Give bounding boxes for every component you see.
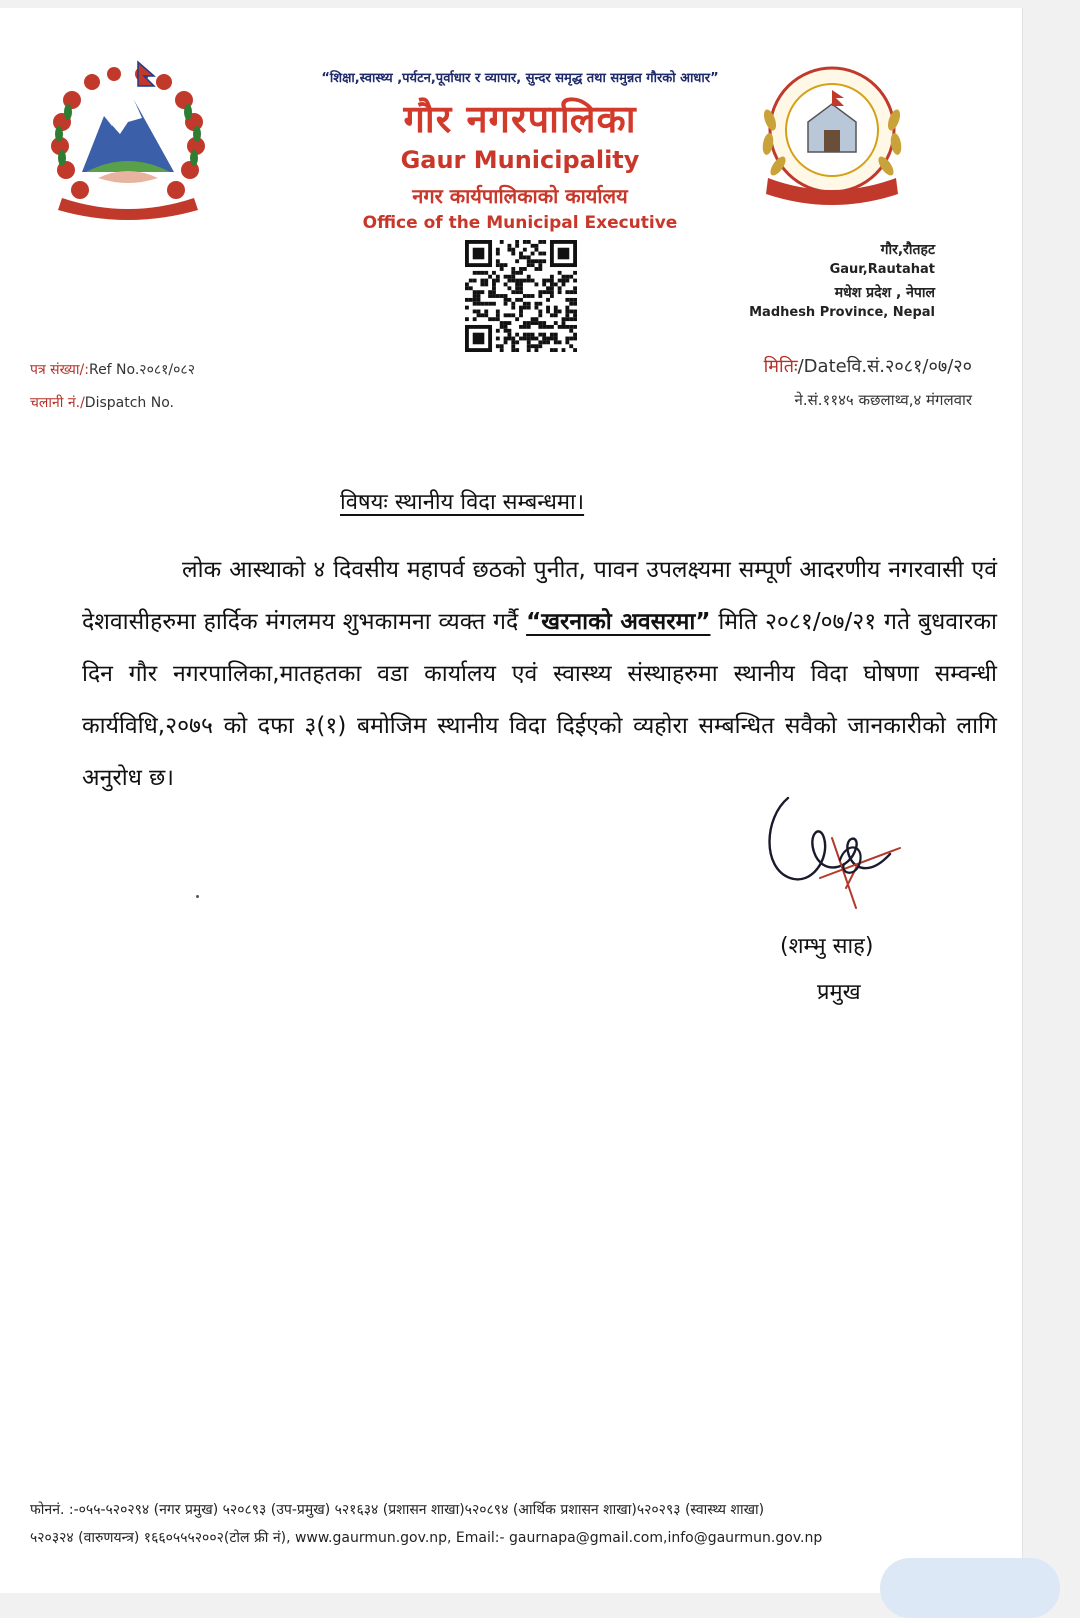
address-line-4: Madhesh Province, Nepal bbox=[749, 305, 935, 320]
footer-contact-info: ५२०३२४ (वारुणयन्त्र) १६६०५५५२००२(टोल फ्री नं), www.gaurmun.gov.np, Email:- gaurnapa@gmail.com,info@gaurmun.gov.np bbox=[30, 1530, 823, 1546]
dispatch-number bbox=[30, 393, 174, 412]
address-line-2: Gaur,Rautahat bbox=[829, 262, 935, 277]
municipality-seal-icon bbox=[748, 60, 916, 218]
nepal-emblem-icon bbox=[42, 60, 214, 220]
letter-subject: विषयः स्थानीय विदा सम्बन्धमा। bbox=[340, 490, 585, 515]
address-line-1: गौर,रौतहट bbox=[880, 242, 935, 258]
body-text-part-1: लोक आस्थाको ४ दिवसीय महापर्व छठको पुनीत, पावन उपलक्ष्यमा सम्पूर्ण आदरणीय नगरवासी एवं देशवासीहरुमा हार्दिक मंगलमय शुभकामना व्यक्त गर्दै bbox=[82, 557, 997, 635]
municipality-name-nepali: गौर नगरपालिका bbox=[403, 97, 637, 141]
address-line-3: मधेश प्रदेश , नेपाल bbox=[834, 285, 935, 301]
footer-phone-numbers: फोननं. :-०५५-५२०२९४ (नगर प्रमुख) ५२०८९३ (उप-प्रमुख) ५२१६३४ (प्रशासन शाखा)५२०८९४ (आर्थिक प्रशासन शाखा)५२०२९३ (स्वास्थ्य शाखा) bbox=[30, 1502, 765, 1518]
dispatch-value: Dispatch No. bbox=[84, 395, 174, 411]
reference-value: Ref No.२०८१/०८२ bbox=[88, 362, 195, 378]
office-name-nepali: नगर कार्यपालिकाको कार्यालय bbox=[412, 184, 628, 208]
date-value: /Dateवि.सं.२०८१/०७/२० bbox=[797, 356, 972, 377]
municipality-tagline: “शिक्षा,स्वास्थ्य ,पर्यटन,पूर्वाधार र व्यापार, सुन्दर समृद्ध तथा समुन्नत गौरको आधार” bbox=[321, 71, 719, 86]
letter-body bbox=[82, 544, 997, 804]
scan-speck bbox=[196, 895, 199, 898]
signatory-name: (शम्भु साह) bbox=[780, 934, 874, 959]
floating-action-bubble[interactable] bbox=[880, 1558, 1060, 1618]
reference-label: पत्र संख्या/: bbox=[30, 362, 89, 378]
office-name-english: Office of the Municipal Executive bbox=[362, 213, 678, 233]
qr-code-icon bbox=[465, 240, 577, 352]
signatory-title: प्रमुख bbox=[817, 980, 861, 1005]
municipality-name-english: Gaur Municipality bbox=[400, 146, 640, 174]
body-highlight: “खरनाको अवसरमा” bbox=[526, 609, 711, 635]
nepal-sambat-date: ने.सं.११४५ कछलाथ्व,४ मंगलवार bbox=[794, 391, 972, 409]
letter-date bbox=[764, 354, 972, 378]
handwritten-signature-icon bbox=[760, 778, 920, 928]
dispatch-label: चलानी नं./ bbox=[30, 395, 85, 411]
reference-number bbox=[30, 360, 195, 379]
body-text-part-2: मिति २०८१/०७/२१ गते बुधवारका दिन गौर नगरपालिका,मातहतका वडा कार्यालय एवं स्वास्थ्य संस्थाहरुमा स्थानीय विदा घोषणा सम्वन्धी कार्यविधि,२०७५ को दफा ३(१) बमोजिम स्थानीय विदा दिईएको व्यहोरा सम्बन्धित सवैको जानकारीको लागि अनुरोध छ। bbox=[82, 609, 997, 791]
letter-page bbox=[0, 8, 1022, 1593]
date-label: मितिः bbox=[763, 356, 798, 377]
